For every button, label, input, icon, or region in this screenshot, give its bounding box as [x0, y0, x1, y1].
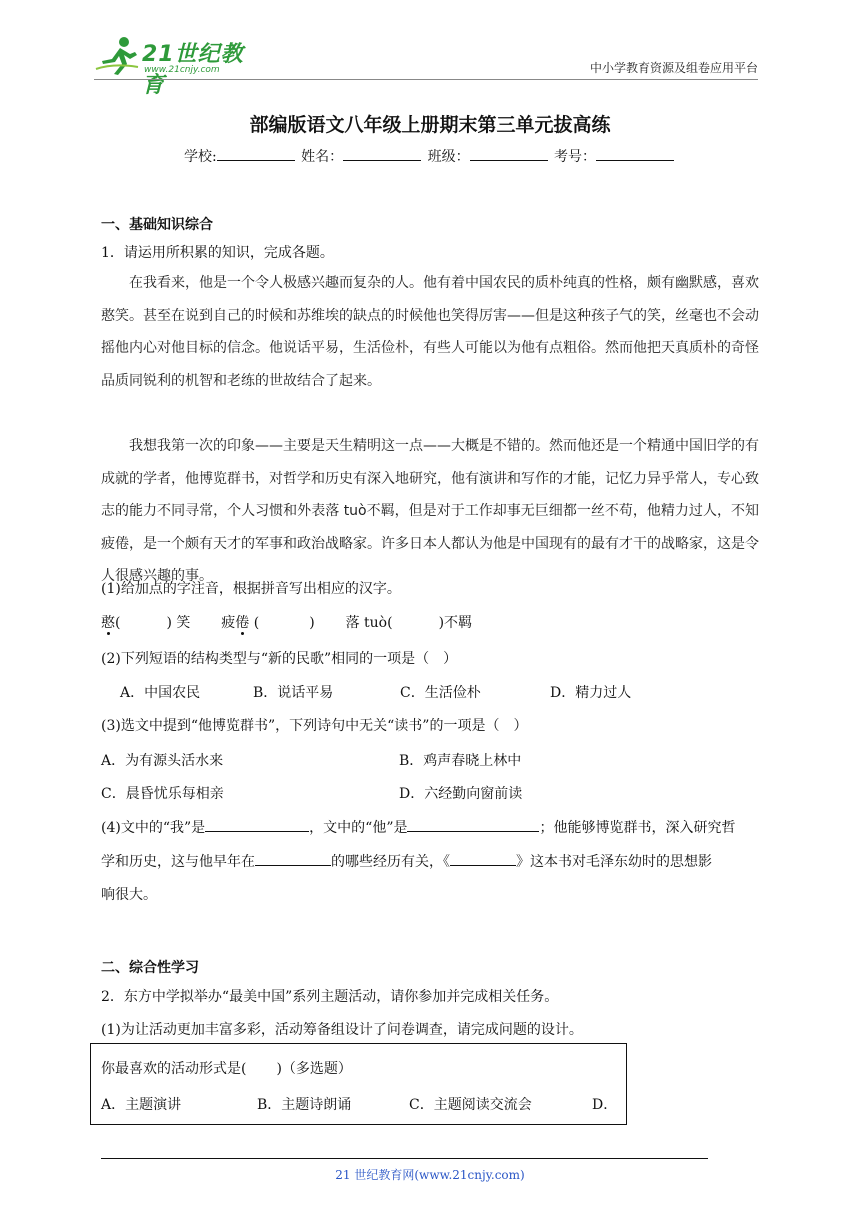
- answer-blank-me[interactable]: [205, 817, 309, 832]
- survey-option-c[interactable]: C．主题阅读交流会: [409, 1097, 532, 1113]
- survey-box: [90, 1043, 627, 1125]
- option-d[interactable]: D．六经勤向窗前读: [399, 786, 523, 802]
- section2-sub-question-1: (1)为让活动更加丰富多彩，活动筹备组设计了问卷调查，请完成问题的设计。: [101, 1022, 583, 1038]
- option-b[interactable]: B．说话平易: [253, 685, 334, 701]
- exam-no-blank[interactable]: [596, 146, 674, 161]
- dotted-char-juan: 倦: [235, 615, 250, 631]
- sub4-text-a: (4)文中的“我”是: [101, 820, 206, 836]
- sub4-text-f: 》这本书对毛泽东幼时的思想影: [516, 854, 712, 870]
- student-info: [0, 146, 860, 166]
- sub-question-4-line2: [101, 851, 712, 871]
- page-header: [94, 33, 758, 98]
- survey-options: [101, 1094, 617, 1114]
- sub4-text-d: 学和历史，这与他早年在: [101, 854, 255, 870]
- site-logo: [94, 35, 264, 98]
- sub-question-2-options: [120, 682, 631, 702]
- runner-icon: [94, 35, 142, 77]
- luo-tuo-label: 落 tuò(: [345, 615, 393, 631]
- class-label: 班级：: [427, 149, 470, 165]
- option-d[interactable]: D．精力过人: [550, 685, 632, 701]
- han-xiao-tail: ) 笑: [166, 615, 191, 631]
- footer-divider: [101, 1158, 708, 1159]
- survey-question: [101, 1058, 352, 1078]
- option-a[interactable]: A．为有源头活水来: [101, 753, 224, 769]
- bu-ji-tail: )不羁: [438, 615, 473, 631]
- sub-question-1-blanks: [101, 612, 472, 632]
- option-a[interactable]: A．中国农民: [120, 685, 201, 701]
- sub-question-4-line1: [101, 817, 735, 837]
- pi-char: 疲: [221, 615, 236, 631]
- paren-open-2: (: [249, 615, 260, 631]
- option-b[interactable]: B．鸡声春晓上林中: [399, 753, 522, 769]
- survey-question-text: 你最喜欢的活动形式是(: [101, 1061, 247, 1077]
- name-blank[interactable]: [343, 146, 421, 161]
- sub-question-3: (3)选文中提到“他博览群书”，下列诗句中无关“读书”的一项是（ ）: [101, 718, 528, 734]
- survey-option-b[interactable]: B．主题诗朗诵: [257, 1097, 352, 1113]
- sub-question-4-line3: 响很大。: [101, 887, 157, 903]
- paren-open-1: (: [115, 615, 121, 631]
- logo-text: 21世纪教育: [142, 42, 244, 98]
- survey-question-tail: )（多选题）: [276, 1061, 352, 1077]
- footer-link[interactable]: 21 世纪教育网(www.21cnjy.com): [335, 1168, 525, 1182]
- dotted-char-han: 憨: [101, 615, 115, 631]
- passage-paragraph-2: 我想我第一次的印象——主要是天生精明这一点——大概是不错的。然而他还是一个精通中国旧学的有成就的学者，他博览群书，对哲学和历史有深入地研究，他有演讲和写作的才能，记忆力异乎常人，专心致志的能力不同寻常，个人习惯和外表落 tuò不羁，但是对于工作却事无巨细都一丝不苟，他精力过人，不知疲倦，是一个颇有天才的军事和政治战略家。许多日本人都认为他是中国现有的最有才干的战略家，这是令人很感兴趣的事。: [101, 438, 759, 584]
- section2-heading: 二、综合性学习: [101, 960, 199, 976]
- page-title: 部编版语文八年级上册期末第三单元拔高练: [249, 114, 611, 136]
- platform-name: 中小学教育资源及组卷应用平台: [589, 61, 758, 75]
- sub-question-3-options-row1: [101, 750, 521, 770]
- sub-question-3-options-row2: [101, 783, 522, 803]
- survey-option-a[interactable]: A．主题演讲: [101, 1097, 182, 1113]
- answer-blank-he[interactable]: [407, 817, 539, 832]
- school-blank[interactable]: [217, 146, 295, 161]
- class-blank[interactable]: [470, 146, 548, 161]
- survey-option-d[interactable]: D．: [592, 1097, 618, 1113]
- sub4-text-c: ；他能够博览群书，深入研究哲: [539, 820, 736, 836]
- option-c[interactable]: C．生活俭朴: [400, 685, 481, 701]
- name-label: 姓名：: [301, 149, 344, 165]
- answer-blank-book[interactable]: [450, 851, 516, 866]
- answer-blank-place[interactable]: [255, 851, 331, 866]
- header-divider: [94, 79, 758, 80]
- paren-close-2: ): [309, 615, 315, 631]
- question-1: 1．请运用所积累的知识，完成各题。: [101, 245, 334, 261]
- sub4-text-b: ，文中的“他”是: [309, 820, 408, 836]
- logo-url: www.21cnjy.com: [144, 65, 220, 75]
- passage-paragraph-1: 在我看来，他是一个令人极感兴趣而复杂的人。他有着中国农民的质朴纯真的性格，颇有幽默感，喜欢憨笑。甚至在说到自己的时候和苏维埃的缺点的时候他也笑得厉害——但是这种孩子气的笑，丝毫也不会动摇他内心对他目标的信念。他说话平易，生活俭朴，有些人可能以为他有点粗俗。然而他把天真质朴的奇怪品质同锐利的机智和老练的世故结合了起来。: [101, 275, 759, 389]
- option-c[interactable]: C．晨昏忧乐每相亲: [101, 786, 224, 802]
- question-2: 2．东方中学拟举办“最美中国”系列主题活动，请你参加并完成相关任务。: [101, 989, 559, 1005]
- sub-question-1: (1)给加点的字注音，根据拼音写出相应的汉字。: [101, 581, 401, 597]
- sub-question-2: (2)下列短语的结构类型与“新的民歌”相同的一项是（ ）: [101, 651, 458, 667]
- school-label: 学校:: [183, 149, 217, 165]
- sub4-text-e: 的哪些经历有关，《: [331, 854, 450, 870]
- exam-no-label: 考号：: [554, 149, 597, 165]
- section1-heading: 一、基础知识综合: [101, 217, 213, 233]
